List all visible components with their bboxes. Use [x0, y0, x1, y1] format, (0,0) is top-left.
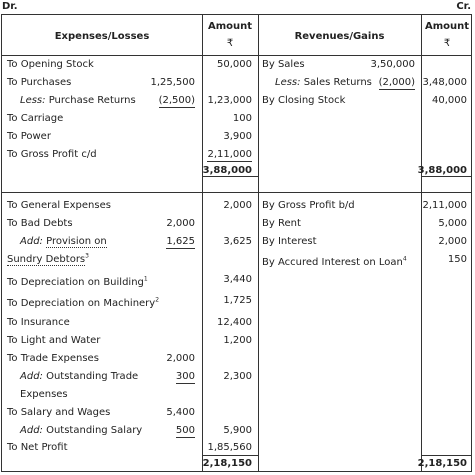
total-line: [421, 455, 471, 456]
salary-wages-label: To Salary and Wages: [7, 407, 111, 418]
sales-inner: 3,50,000: [370, 59, 415, 70]
power-amount: 3,900: [223, 131, 252, 142]
sales-amount: 3,48,000: [422, 77, 467, 88]
trade-expenses-inner: 2,000: [166, 353, 195, 364]
outstanding-salary-label: Add: Outstanding Salary: [20, 425, 143, 436]
gross-profit-bd-label: By Gross Profit b/d: [262, 200, 355, 211]
expenses-word: Expenses: [20, 389, 68, 400]
purchases-amount: 1,23,000: [207, 95, 252, 106]
col-divider: [258, 15, 259, 471]
total-left-1: 3,88,000: [202, 165, 252, 176]
closing-stock-label: By Closing Stock: [262, 95, 346, 106]
trade-expenses-amount: 2,300: [223, 371, 252, 382]
light-water-label: To Light and Water: [7, 335, 101, 346]
gross-profit-cd-amount: 2,11,000: [207, 149, 252, 160]
provision-label: Add: Provision on: [20, 236, 107, 247]
light-water-amount: 1,200: [223, 335, 252, 346]
total-line: [202, 455, 258, 456]
power-label: To Power: [7, 131, 51, 142]
insurance-label: To Insurance: [7, 317, 70, 328]
opening-stock-amount: 50,000: [217, 59, 252, 70]
gross-profit-cd-label: To Gross Profit c/d: [7, 149, 97, 160]
accrued-interest-label: By Accured Interest on Loan$^4$: [262, 255, 407, 268]
salary-wages-inner: 5,400: [166, 407, 195, 418]
bad-debts-label: To Bad Debts: [7, 218, 73, 229]
general-expenses-label: To General Expenses: [7, 200, 111, 211]
profit-loss-account-table: [1, 14, 472, 472]
accrued-interest-amount: 150: [447, 254, 467, 265]
dr-label: Dr.: [2, 1, 18, 12]
carriage-label: To Carriage: [7, 113, 64, 124]
purchase-returns-inner: (2,500): [158, 95, 195, 106]
section-divider: [2, 192, 471, 193]
gross-profit-bd-amount: 2,11,000: [422, 200, 467, 211]
closing-stock-amount: 40,000: [432, 95, 467, 106]
salary-wages-amount: 5,900: [223, 425, 252, 436]
purchases-label: To Purchases: [7, 77, 72, 88]
general-expenses-amount: 2,000: [223, 200, 252, 211]
sales-label: By Sales: [262, 59, 305, 70]
carriage-amount: 100: [232, 113, 252, 124]
amount-header-left: Amount: [207, 21, 253, 32]
rent-amount: 5,000: [438, 218, 467, 229]
sundry-debtors-label: Sundry Debtors$^3$: [7, 252, 89, 265]
insurance-amount: 12,400: [217, 317, 252, 328]
outstanding-trade-inner: 300: [175, 371, 195, 382]
interest-label: By Interest: [262, 236, 317, 247]
cr-label: Cr.: [456, 1, 471, 12]
expenses-header: Expenses/Losses: [54, 31, 150, 42]
net-profit-label: To Net Profit: [7, 442, 68, 453]
outstanding-salary-inner: 500: [175, 425, 195, 436]
sales-returns-label: Less: Sales Returns: [275, 77, 372, 88]
bad-debts-inner: 2,000: [166, 218, 195, 229]
dep-machinery-label: To Depreciation on Machinery$^2$: [7, 296, 160, 309]
col-divider: [202, 15, 203, 471]
net-profit-amount: 1,85,560: [207, 442, 252, 453]
rupee-symbol-right: ₹: [443, 38, 451, 49]
sales-returns-inner: (2,000): [378, 77, 415, 88]
trade-expenses-label: To Trade Expenses: [7, 353, 99, 364]
interest-amount: 2,000: [438, 236, 467, 247]
opening-stock-label: To Opening Stock: [7, 59, 94, 70]
header-divider: [2, 55, 471, 56]
revenues-header: Revenues/Gains: [294, 31, 385, 42]
total-right-2: 2,18,150: [417, 458, 467, 469]
outstanding-trade-label: Add: Outstanding Trade: [20, 371, 139, 382]
provision-inner: 1,625: [166, 236, 195, 247]
dep-machinery-amount: 1,725: [223, 295, 252, 306]
bad-debts-amount: 3,625: [223, 236, 252, 247]
amount-header-right: Amount: [424, 21, 470, 32]
purchases-inner: 1,25,500: [150, 77, 195, 88]
dep-building-label: To Depreciation on Building$^1$: [7, 275, 148, 288]
total-right-1: 3,88,000: [417, 165, 467, 176]
purchase-returns-label: Less: Purchase Returns: [20, 95, 136, 106]
total-left-2: 2,18,150: [202, 458, 252, 469]
dep-building-amount: 3,440: [223, 274, 252, 285]
rent-label: By Rent: [262, 218, 301, 229]
rupee-symbol-left: ₹: [226, 38, 234, 49]
